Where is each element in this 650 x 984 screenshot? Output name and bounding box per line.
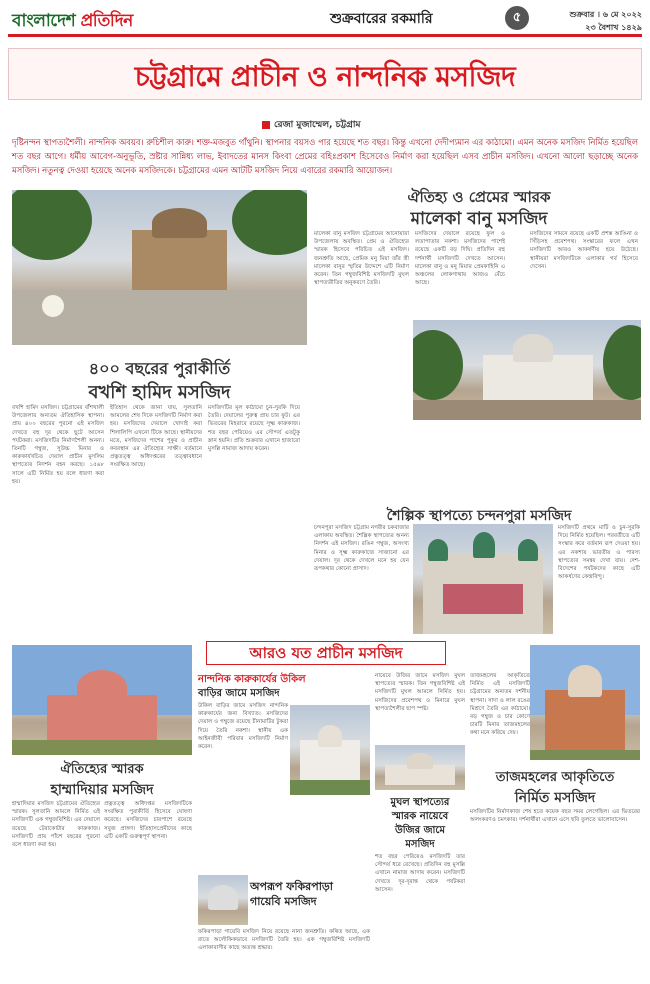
page-number: ৫: [505, 6, 529, 30]
intro-text: দৃষ্টিনন্দন স্থাপত্যশৈলী। নান্দনিক অবয়ব। রুচিশীল কারু। শক্ত-মজবুত গাঁথুনি। স্থাপনার বয়সও পার হয়েছে শত বছর। কিন্তু এখনো দেদীপ্যমান এর কাঠামো। এমন অনেক মসজিদ নির্মিত হয়েছিল শত বছর আগে। ধর্মীয় আবেগ-অনুভূতি, স্রষ্টার সান্নিধ্য লাভ, ইবাদতের মানস কিংবা প্রেমের বহিঃপ্রকাশ হিসেবেও নির্মাণ করা হয়েছিল এসব প্রাচীন মসজিদ। এখনো আলো ছড়াচ্ছে অনেক মসজিদ। নতুনত্ব দেওয়া হয়েছে অনেক মসজিদকে। চট্টগ্রামের এমন আটটি মসজিদ নিয়ে এবারের রকমারি আয়োজন।: [12, 137, 638, 175]
bokshi-title-2: বখশি হামিদ মসজিদ: [88, 382, 231, 403]
mughal-title-2: স্মারক নায়েবে: [391, 811, 449, 822]
mughal-title-1: মুঘল স্থাপত্যের: [390, 797, 450, 808]
fakirapara-title-1: অপরূপ ফকিরপাড়া: [250, 880, 333, 893]
bariujali-photo: [290, 705, 370, 795]
newspaper-logo: [12, 8, 133, 36]
bokshi-col-1: বখশি হামিদ মসজিদ। চট্টগ্রামের বাঁশখালী উপজেলার অন্যতম ঐতিহাসিক স্থাপনা। প্রায় ৪০০ বছরের পুরনো এই মসজিদ দেখতে বহু দূর থেকে ছুটে আসেন পর্যটকরা। মসজিদটির নির্মাণশৈলী অনন্য। তিনটি গম্বুজ, সুউচ্চ মিনার ও কারুকার্যখচিত দেয়াল প্রাচীন মুসলিম স্থাপত্যের নিদর্শন বহন করছে। ১৫৬৮ সালে এটি নির্মিত হয় বলে ধারণা করা হয়।: [12, 405, 104, 485]
hammadia-col-1: হাম্মাদিয়ার মসজিদ চট্টগ্রামের ঐতিহ্যের স্মারক। সুলতানি আমলে নির্মিত এই মসজিদটি এক গম্বুজবিশিষ্ট। এর দেয়ালে রয়েছে টেরাকোটার কারুকাজ। মসজিদটি প্রায় পাঁচশ বছরের পুরনো বলে ধারণা করা হয়।: [12, 801, 100, 849]
hammadia-photo: [12, 645, 192, 755]
malka-photo: [413, 320, 641, 420]
date-line-2: ২৩ বৈশাখ ১৪২৯: [585, 23, 642, 32]
fakirapara-photo: [198, 875, 248, 925]
tajmahal-title-2: নির্মিত মসজিদ: [514, 790, 596, 806]
tajmahal-title-1: তাজমহলের আকৃতিতে: [495, 770, 615, 785]
malka-col-3: মসজিদের সামনে রয়েছে একটি প্রশস্ত আঙিনা ও সিঁড়িসহ প্রবেশপথ। সংস্কারের ফলে এখন মসজিদটি আরও আকর্ষণীয় হয়ে উঠেছে। স্থানীয়রা মসজিদটিকে এলাকার গর্ব হিসেবে দেখেন।: [530, 231, 638, 270]
date-line-1: শুক্রবার । ৬ মে ২০২২: [569, 10, 642, 19]
logo-accent: প্রতিদিন: [80, 11, 133, 31]
mughal-col-2: শত বছর পেরিয়েও মসজিদটি তার সৌন্দর্য ধরে রেখেছে। প্রতিদিন বহু মুসল্লি এখানে নামাজ আদায় করেন। মসজিদটি দেখতে দূর-দূরান্ত থেকে পর্যটকরা আসেন।: [375, 854, 465, 893]
mughal-title-3: উজির জামে: [395, 825, 445, 836]
bokshi-col-2: ইতিহাস থেকে জানা যায়, সুলতানি আমলের শেষ দিকে মসজিদটি নির্মাণ করা হয়। মসজিদের দেয়ালে খোদাই করা শিলালিপি এখনো টিকে আছে। স্থানীয়দের মতে, মসজিদের পাশের পুকুর ও প্রাচীন কবরস্থান এর ঐতিহ্যের সাক্ষী। বর্তমানে প্রত্নতত্ত্ব অধিদপ্তরের তত্ত্বাবধানে সংরক্ষিত আছে।: [110, 405, 202, 469]
chandanpura-col-2: মসজিদটি প্রথমে মাটি ও চুন-সুরকি দিয়ে নির্মিত হয়েছিল। পরবর্তীতে এটি সংস্কার করে বর্তমান রূপ দেওয়া হয়। এর নকশায় ভারতীয় ও পারস্য স্থাপত্যের সমন্বয় দেখা যায়। দেশ-বিদেশের পর্যটকদের কাছে এটি আকর্ষণের কেন্দ্রবিন্দু।: [558, 525, 640, 581]
bariujali-title-2: বাড়ির জামে মসজিদ: [198, 688, 280, 699]
logo-main: বাংলাদেশ: [12, 11, 76, 31]
byline: [262, 117, 361, 132]
malka-col-1: মালেকা বানু মসজিদ চট্টগ্রামের আনোয়ারা উপজেলায় অবস্থিত। প্রেম ও ঐতিহ্যের স্মারক হিসেবে পরিচিত এই মসজিদ। জনশ্রুতি আছে, প্রেমিক মনু মিয়া তাঁর স্ত্রী মালেকা বানুর স্মৃতির উদ্দেশে এটি নির্মাণ করেন। তিন গম্বুজবিশিষ্ট মসজিদটি মুঘল স্থাপত্যরীতির অনুকরণে তৈরি।: [314, 231, 409, 287]
malka-title-2: মালেকা বানু মসজিদ: [410, 209, 548, 229]
masthead-divider: [8, 34, 642, 37]
tajmahal-photo: [530, 645, 640, 760]
more-mosques-banner: আরও যত প্রাচীন মসজিদ: [206, 641, 446, 665]
hammadia-col-2: প্রত্নতত্ত্ব অধিদপ্তর মসজিদটিকে সংরক্ষিত পুরাকীর্তি হিসেবে ঘোষণা করেছে। মসজিদের চারপাশে রয়েছে সবুজ প্রাঙ্গণ। ইতিহাসপ্রেমীদের কাছে এটি একটি গুরুত্বপূর্ণ স্থাপনা।: [104, 801, 192, 840]
bokshi-title-1: ৪০০ বছরের পুরাকীর্তি: [88, 359, 231, 378]
fakirapara-title-2: গায়েবি মসজিদ: [250, 895, 317, 908]
hammadia-title-2: হাম্মাদিয়ার মসজিদ: [50, 782, 154, 798]
mughal-photo: [375, 745, 465, 790]
page-title: চট্টগ্রামে প্রাচীন ও নান্দনিক মসজিদ: [134, 60, 516, 93]
byline-text: রেজা মুজাম্মেল, চট্টগ্রাম: [274, 120, 361, 130]
bokshi-col-3: মসজিদটির মূল কাঠামো চুন-সুরকি দিয়ে তৈরি। দেয়ালের পুরুত্ব প্রায় চার ফুট। এর ভিতরের মিহরাবে রয়েছে সূক্ষ্ম কারুকাজ। শত বছর পেরিয়েও এর সৌন্দর্য এতটুকু ম্লান হয়নি। প্রতি শুক্রবার এখানে হাজারো মুসল্লি নামাজ আদায় করেন।: [208, 405, 300, 453]
fakirapara-col-1: ফকিরপাড়া গায়েবি মসজিদ নিয়ে রয়েছে নানা জনশ্রুতি। কথিত আছে, এক রাতে অলৌকিকভাবে মসজিদটি তৈরি হয়। এক গম্বুজবিশিষ্ট মসজিদটি এলাকাবাসীর কাছে অত্যন্ত শ্রদ্ধার।: [198, 929, 370, 952]
mughal-col-1: নায়েবে উজির জামে মসজিদ মুঘল স্থাপত্যের স্মারক। তিন গম্বুজবিশিষ্ট এই মসজিদটি মুঘল আমলে নির্মিত হয়। মসজিদের প্রবেশপথ ও মিনারে মুঘল স্থাপত্যশৈলীর ছাপ স্পষ্ট।: [375, 673, 465, 712]
byline-marker-icon: [262, 121, 270, 129]
mughal-title-4: মসজিদ: [405, 839, 435, 850]
chandanpura-title: শৈল্পিক স্থাপত্যে চন্দনপুরা মসজিদ: [386, 508, 572, 524]
bariujali-col-1: উকিল বাড়ির জামে মসজিদ নান্দনিক কারুকার্যের জন্য বিখ্যাত। মসজিদের দেয়াল ও গম্বুজে রয়েছে চীনামাটির টুকরা দিয়ে তৈরি নকশা। স্থানীয় এক আইনজীবী পরিবার মসজিদটি নির্মাণ করেন।: [198, 703, 288, 751]
malka-col-2: মসজিদের দেয়ালে রয়েছে ফুল ও লতাপাতার নকশা। মসজিদের পাশেই রয়েছে একটি বড় দিঘি। প্রতিদিন বহু দর্শনার্থী মসজিদটি দেখতে আসেন। মালেকা বানু ও মনু মিয়ার প্রেমকাহিনি এ অঞ্চলের লোকগাথায় আজও বেঁচে আছে।: [415, 231, 505, 287]
tajmahal-col-2: মসজিদটির নির্মাণকাজ শেষ হতে কয়েক বছর সময় লেগেছিল। এর ভিতরের অলংকরণও চমৎকার। দর্শনার্থীরা এখানে এসে ছবি তুলতে ভালোবাসেন।: [470, 809, 640, 824]
page-label: শুক্রবারের রকমারি: [330, 11, 433, 27]
tajmahal-col-1: তাজমহলের আকৃতিতে নির্মিত এই মসজিদটি চট্টগ্রামের অন্যতম দর্শনীয় স্থাপনা। সাদা ও লাল রঙের মিশ্রণে তৈরি এর কাঠামো। বড় গম্বুজ ও চার কোণে চারটি মিনার তাজমহলের কথা মনে করিয়ে দেয়।: [470, 673, 530, 737]
malka-title-1: ঐতিহ্য ও প্রেমের স্মারক: [407, 188, 551, 206]
date-block: [540, 8, 642, 34]
chandanpura-photo: [413, 524, 553, 634]
hammadia-title-1: ঐতিহ্যের স্মারক: [60, 762, 144, 777]
bariujali-title-1: নান্দনিক কারুকার্যের উকিল: [198, 674, 306, 685]
bokshi-hamid-photo: [12, 190, 307, 345]
chandanpura-col-1: চন্দনপুরা মসজিদ চট্টগ্রাম নগরীর চকবাজার এলাকায় অবস্থিত। শৈল্পিক স্থাপত্যের অনন্য নিদর্শন এই মসজিদ। রঙিন গম্বুজ, অসংখ্য মিনার ও সূক্ষ্ম কারুকাজে সাজানো এর দেয়াল। দূর থেকে দেখলে মনে হয় যেন রূপকথার কোনো প্রাসাদ।: [314, 525, 409, 573]
